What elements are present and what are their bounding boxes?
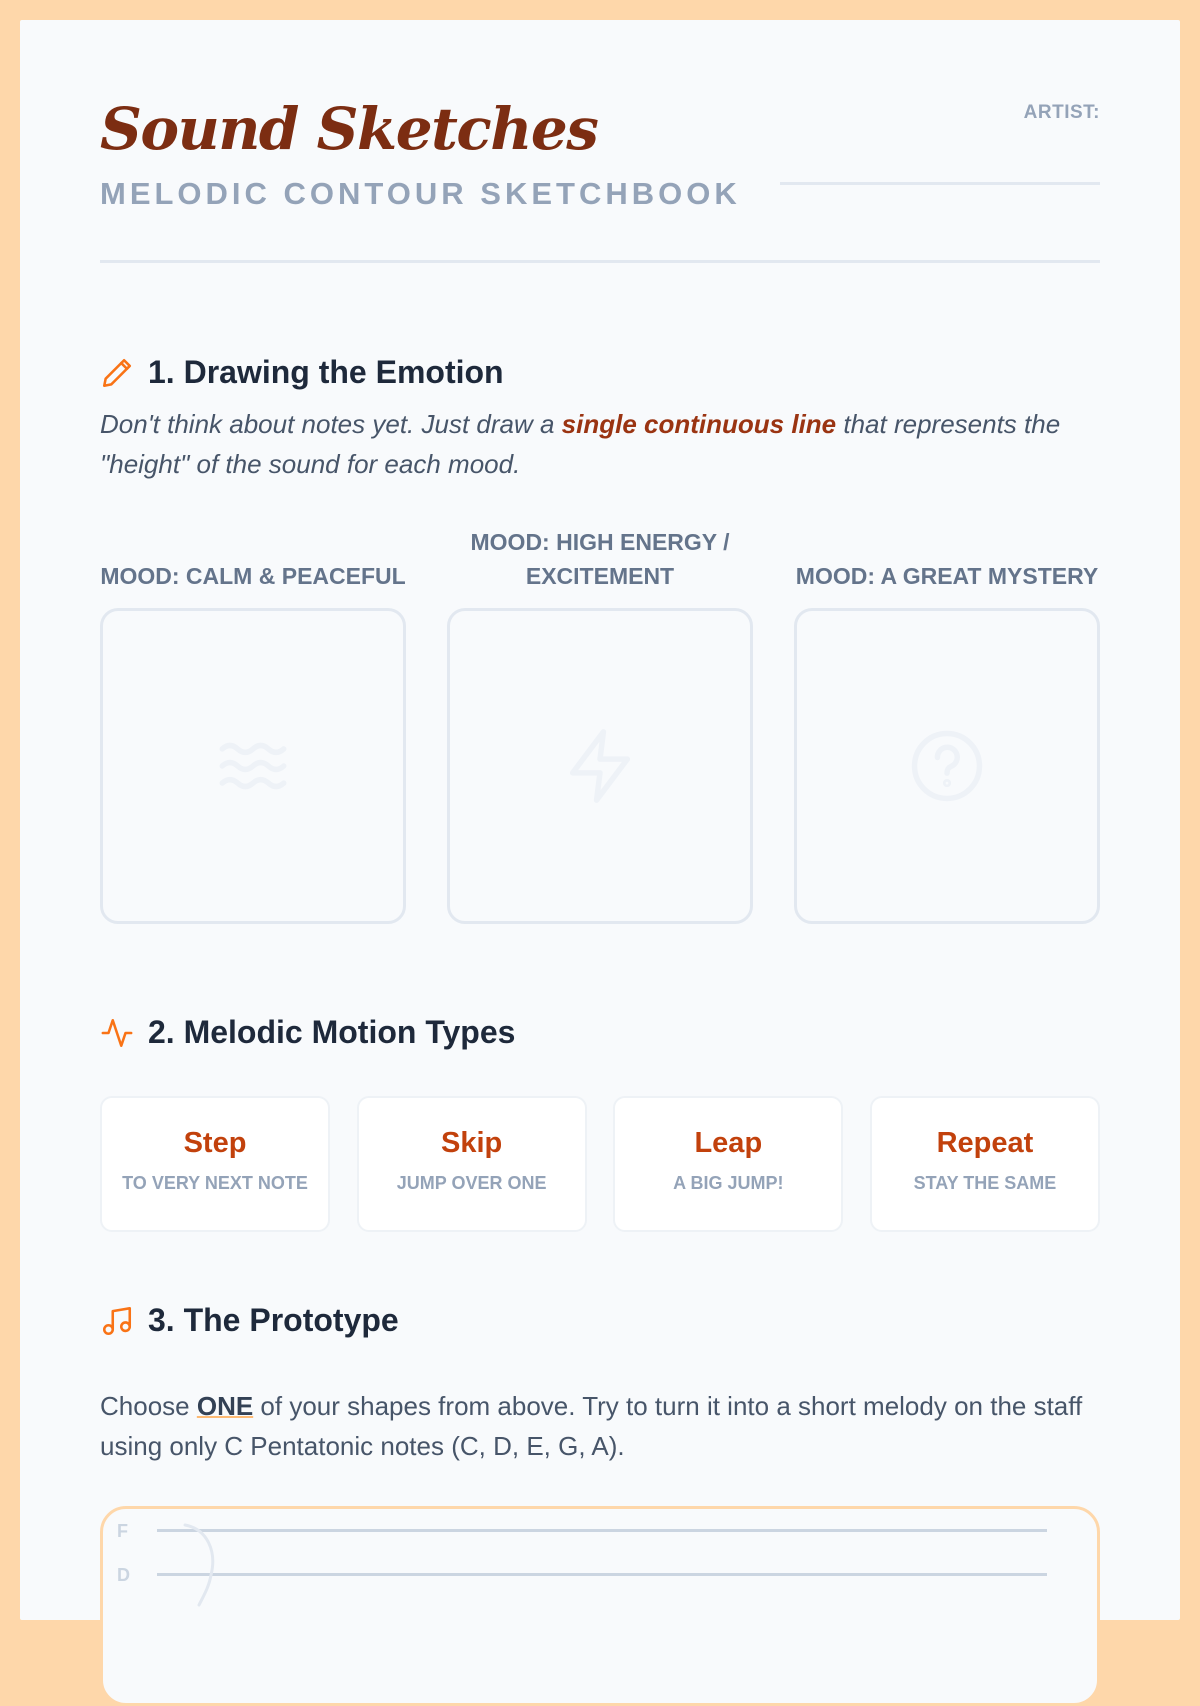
motion-name: Leap <box>694 1127 763 1159</box>
section-1-instructions <box>100 404 1100 484</box>
staff-letter-d: D <box>117 1565 130 1585</box>
motion-description: STAY THE SAME <box>913 1172 1057 1193</box>
intro-emphasis: single continuous line <box>561 409 837 439</box>
motion-card-repeat <box>870 1096 1100 1232</box>
artist-field[interactable] <box>780 102 1100 184</box>
section-1-header <box>100 354 504 391</box>
mood-mystery <box>794 559 1100 924</box>
mood-label: MOOD: A GREAT MYSTERY <box>795 563 1099 589</box>
intro-text-end: that represents the "height" of the sound for each mood. <box>100 409 1061 479</box>
waves-icon <box>212 725 294 807</box>
mood-label: MOOD: CALM & PEACEFUL <box>100 563 406 589</box>
artist-label: ARTIST: <box>1023 102 1100 123</box>
motion-description: A BIG JUMP! <box>673 1172 784 1193</box>
motion-name: Step <box>183 1127 247 1159</box>
proto-text-end: of your shapes from above. Try to turn it into a short melody on the staff using only C Pentatonic notes (C, D, E, G, A). <box>100 1391 1083 1461</box>
mood-drawing-area[interactable] <box>447 608 753 924</box>
pencil-icon <box>100 356 134 390</box>
question-icon <box>906 725 988 807</box>
page-subtitle: MELODIC CONTOUR SKETCHBOOK <box>100 176 741 211</box>
motion-card-step <box>100 1096 330 1232</box>
pulse-icon <box>100 1016 134 1050</box>
motion-description: JUMP OVER ONE <box>396 1172 547 1193</box>
worksheet-page <box>20 20 1180 1620</box>
motion-card-leap <box>613 1096 843 1232</box>
mood-boxes <box>100 525 1100 924</box>
motion-cards <box>100 1096 1100 1232</box>
section-2-header <box>100 1014 515 1051</box>
section-1-title: 1. Drawing the Emotion <box>148 354 504 390</box>
proto-emphasis: ONE <box>196 1391 254 1421</box>
staff-line <box>157 1573 1047 1576</box>
mood-label: MOOD: HIGH ENERGY / EXCITEMENT <box>470 529 730 589</box>
mood-calm <box>100 559 406 924</box>
motion-name: Repeat <box>936 1127 1034 1159</box>
motion-description: TO VERY NEXT NOTE <box>122 1172 308 1193</box>
mood-drawing-area[interactable] <box>794 608 1100 924</box>
page-title: Sound Sketches <box>100 95 598 163</box>
treble-clef-icon <box>181 1517 227 1617</box>
header-divider <box>100 260 1100 263</box>
mood-drawing-area[interactable] <box>100 608 406 924</box>
staff-line <box>157 1529 1047 1532</box>
staff-letter-f: F <box>117 1521 128 1541</box>
section-3-title: 3. The Prototype <box>148 1302 399 1338</box>
motion-card-skip <box>357 1096 587 1232</box>
intro-text-start: Don't think about notes yet. Just draw a <box>100 409 562 439</box>
section-3-instructions <box>100 1386 1100 1466</box>
section-2-title: 2. Melodic Motion Types <box>148 1014 516 1050</box>
motion-name: Skip <box>441 1127 503 1159</box>
mood-energy <box>447 525 753 924</box>
lightning-icon <box>559 725 641 807</box>
music-note-icon <box>100 1304 134 1338</box>
artist-write-line <box>780 182 1100 185</box>
section-3-header <box>100 1302 399 1339</box>
proto-text-start: Choose <box>100 1391 197 1421</box>
music-staff[interactable] <box>100 1506 1100 1706</box>
